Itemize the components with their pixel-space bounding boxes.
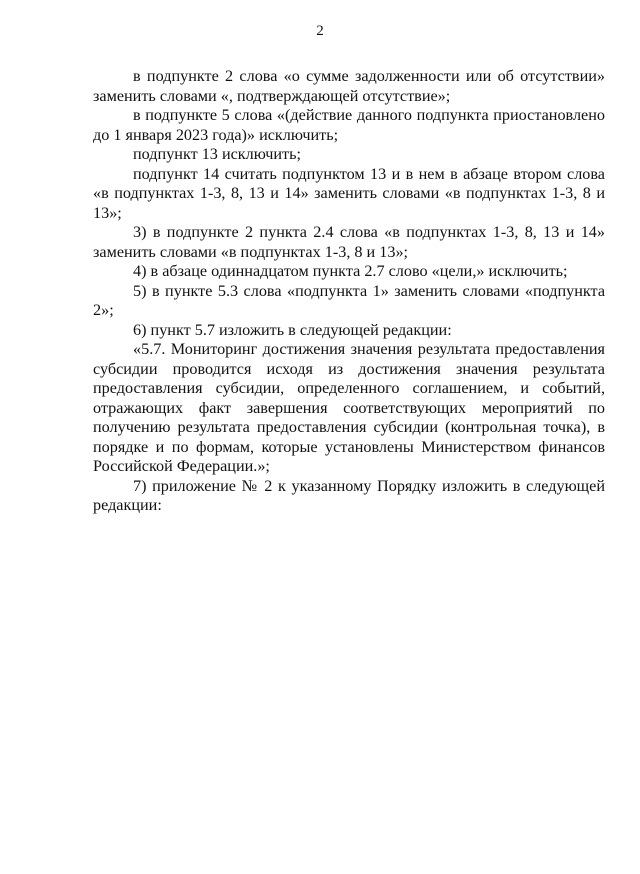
paragraph-item-6: 6) пункт 5.7 изложить в следующей редакции: <box>133 320 452 339</box>
paragraph-item-5: 5) в пункте 5.3 слова «подпункта 1» заменить словами «подпункта 2»; <box>93 281 605 319</box>
document-body <box>93 67 605 516</box>
paragraph-quote-5-7: «5.7. Мониторинг достижения значения результата предоставления субсидии проводится исходя из достижения значения результата предоставления субсидии, определенного соглашением, и событий, отражающих факт завершения соответствующих мероприятий по получению результата предоставления субсидии (контрольная точка), в порядке и по формам, которые установлены Министерством финансов Российской Федерации.»; <box>93 340 605 475</box>
paragraph-subpoint-14: подпункт 14 считать подпунктом 13 и в нем в абзаце втором слова «в подпунктах 1-3, 8, 13 и 14» заменить словами «в подпунктах 1-3, 8 и 13»; <box>93 164 605 222</box>
paragraph-item-4: 4) в абзаце одиннадцатом пункта 2.7 слово «цели,» исключить; <box>133 262 568 280</box>
paragraph-item-7: 7) приложение № 2 к указанному Порядку изложить в следующей редакции: <box>93 476 605 514</box>
paragraph-subpoint-5: в подпункте 5 слова «(действие данного подпункта приостановлено до 1 января 2023 года)» исключить; <box>93 106 605 144</box>
paragraph-item-3: 3) в подпункте 2 пункта 2.4 слова «в подпунктах 1-3, 8, 13 и 14» заменить словами «в подпунктах 1-3, 8 и 13»; <box>93 223 605 261</box>
paragraph-subpoint-13: подпункт 13 исключить; <box>133 145 301 163</box>
page-number: 2 <box>316 23 324 39</box>
paragraph-subpoint-2: в подпункте 2 слова «о сумме задолженности или об отсутствии» заменить словами «, подтверждающей отсутствие»; <box>93 67 605 105</box>
